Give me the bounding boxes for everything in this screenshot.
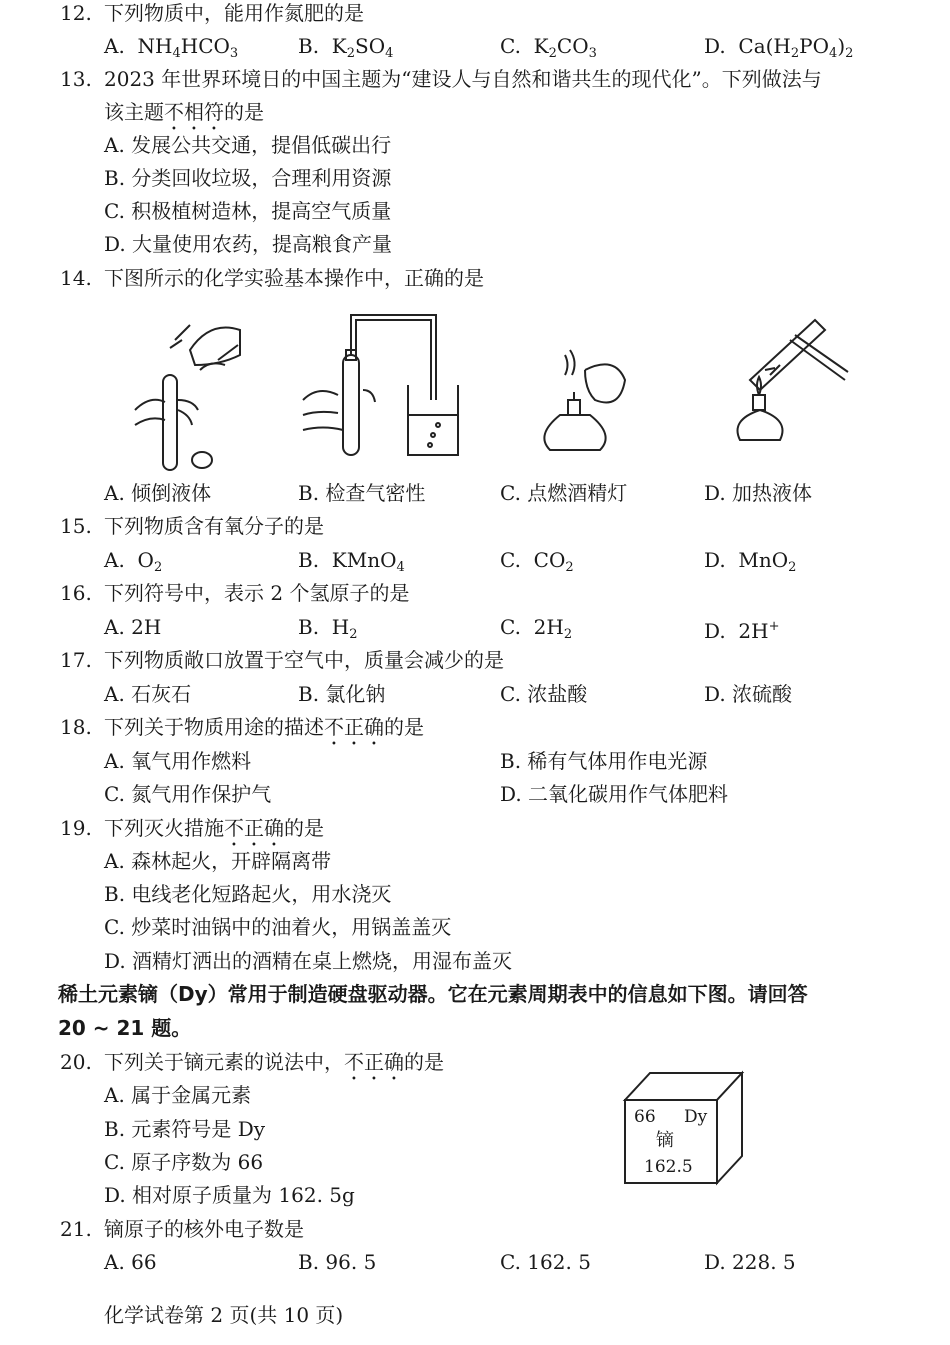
option-d[interactable]: D. MnO$_2$ xyxy=(704,548,797,575)
question-number: 12. xyxy=(60,1,92,25)
figure-airtight-check xyxy=(298,305,468,460)
question-stem: 2023 年世界环境日的中国主题为“建设人与自然和谐共生的现代化”。下列做法与 xyxy=(104,67,822,91)
option-c[interactable]: C. 浓盐酸 xyxy=(500,682,588,706)
option-a[interactable]: A. $NH_4HCO_3$ xyxy=(104,34,239,61)
option-d[interactable]: D. 大量使用农药，提高粮食产量 xyxy=(104,232,393,256)
option-c[interactable]: C. 积极植树造林，提高空气质量 xyxy=(104,199,392,223)
option-b[interactable]: B. 分类回收垃圾，合理利用资源 xyxy=(104,166,392,190)
option-b[interactable]: B. $K_2SO_4$ xyxy=(298,34,394,61)
question-stem: 下图所示的化学实验基本操作中，正确的是 xyxy=(104,266,484,290)
option-a[interactable]: A. 66 xyxy=(104,1250,157,1274)
option-d[interactable]: D. 相对原子质量为 162. 5g xyxy=(104,1183,355,1207)
option-a[interactable]: A. 属于金属元素 xyxy=(104,1083,252,1107)
option-d[interactable]: D. 浓硫酸 xyxy=(704,682,793,706)
option-c[interactable]: C. $K_2CO_3$ xyxy=(500,34,597,61)
option-b[interactable]: B. 稀有气体用作电光源 xyxy=(500,749,708,773)
option-a[interactable]: A. 倾倒液体 xyxy=(104,481,212,505)
option-d[interactable]: D. 加热液体 xyxy=(704,481,813,505)
option-b[interactable]: B. 检查气密性 xyxy=(298,481,426,505)
question-number: 15. xyxy=(60,514,92,538)
question-stem: 下列物质含有氧分子的是 xyxy=(104,514,324,538)
option-d[interactable]: D. 2H+ xyxy=(704,619,780,643)
page-footer: 化学试卷第 2 页(共 10 页) xyxy=(104,1303,344,1327)
option-c[interactable]: C. 162. 5 xyxy=(500,1250,591,1274)
question-stem: 下列物质中，能用作氮肥的是 xyxy=(104,1,364,25)
option-a[interactable]: A. $O_2$ xyxy=(104,548,163,575)
question-number: 16. xyxy=(60,581,92,605)
option-d[interactable]: D. 二氧化碳用作气体肥料 xyxy=(500,782,729,806)
option-b[interactable]: B. KMnO$_4$ xyxy=(298,548,405,575)
question-number: 14. xyxy=(60,266,92,290)
option-b[interactable]: B. $H_2$ xyxy=(298,615,358,642)
question-stem-cont: 该主题不相符的是 xyxy=(104,100,264,124)
option-b[interactable]: B. 电线老化短路起火，用水浇灭 xyxy=(104,882,392,906)
option-c[interactable]: C. $2H_2$ xyxy=(500,615,573,642)
option-a[interactable]: A. 森林起火，开辟隔离带 xyxy=(104,849,332,873)
option-d[interactable]: D. 228. 5 xyxy=(704,1250,796,1274)
question-stem: 下列关于镝元素的说法中，不正确的是 xyxy=(104,1050,444,1074)
figure-pouring-liquid xyxy=(130,300,260,475)
option-a[interactable]: A. 发展公共交通，提倡低碳出行 xyxy=(104,133,392,157)
figure-light-lamp xyxy=(530,345,640,460)
question-stem: 下列关于物质用途的描述不正确的是 xyxy=(104,715,424,739)
option-a[interactable]: A. 氧气用作燃料 xyxy=(104,749,252,773)
option-c[interactable]: C. 点燃酒精灯 xyxy=(500,481,628,505)
option-b[interactable]: B. 元素符号是 Dy xyxy=(104,1117,266,1141)
section-intro-cont: 20 ~ 21 题。 xyxy=(58,1016,192,1040)
option-a[interactable]: A. 石灰石 xyxy=(104,682,192,706)
section-intro: 稀土元素镝（Dy）常用于制造硬盘驱动器。它在元素周期表中的信息如下图。请回答 xyxy=(58,982,808,1006)
option-d[interactable]: D. 酒精灯洒出的酒精在桌上燃烧，用湿布盖灭 xyxy=(104,949,513,973)
option-d[interactable]: D. $Ca(H_2PO_4)_2$ xyxy=(704,34,854,61)
option-b[interactable]: B. 氯化钠 xyxy=(298,682,386,706)
element-name: 镝 xyxy=(656,1130,674,1151)
atomic-number: 66 xyxy=(634,1107,656,1127)
element-symbol: Dy xyxy=(684,1107,708,1127)
question-number: 18. xyxy=(60,715,92,739)
question-number: 20. xyxy=(60,1050,92,1074)
figure-heat-liquid xyxy=(720,310,855,460)
option-c[interactable]: C. $CO_2$ xyxy=(500,548,574,575)
question-stem: 下列物质敞口放置于空气中，质量会减少的是 xyxy=(104,648,504,672)
question-number: 17. xyxy=(60,648,92,672)
question-stem: 下列符号中，表示 2 个氢原子的是 xyxy=(104,581,410,605)
question-number: 19. xyxy=(60,816,92,840)
option-c[interactable]: C. 氮气用作保护气 xyxy=(104,782,272,806)
option-b[interactable]: B. 96. 5 xyxy=(298,1250,377,1274)
question-number: 21. xyxy=(60,1217,92,1241)
option-c[interactable]: C. 炒菜时油锅中的油着火，用锅盖盖灭 xyxy=(104,915,452,939)
question-number: 13. xyxy=(60,67,92,91)
question-stem: 镝原子的核外电子数是 xyxy=(104,1217,304,1241)
question-stem: 下列灭火措施不正确的是 xyxy=(104,816,324,840)
option-a[interactable]: A. 2H xyxy=(104,615,162,639)
option-c[interactable]: C. 原子序数为 66 xyxy=(104,1150,264,1174)
element-card-dysprosium xyxy=(620,1068,746,1186)
atomic-mass: 162.5 xyxy=(644,1157,693,1177)
